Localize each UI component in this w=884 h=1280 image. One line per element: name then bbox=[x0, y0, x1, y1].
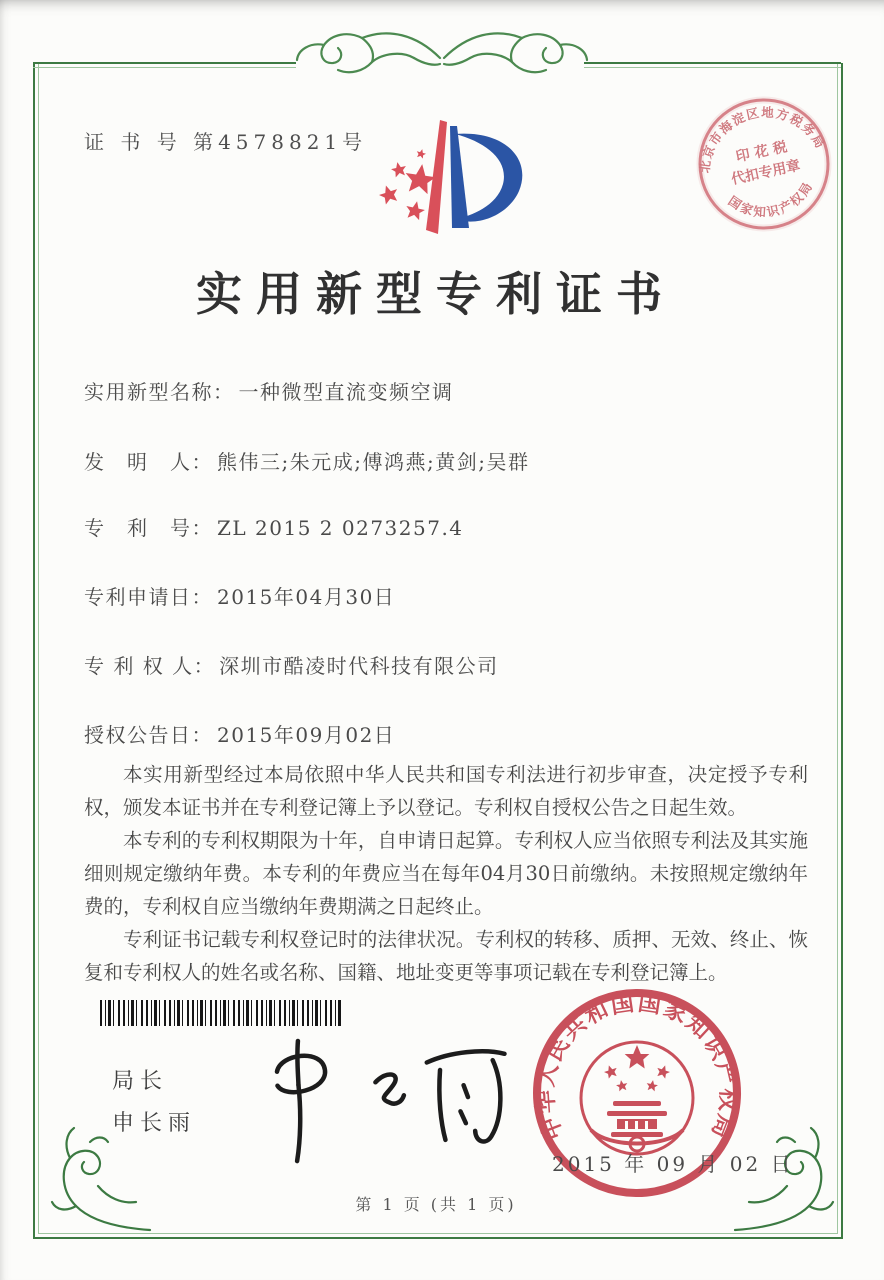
paragraph-register-statement: 专利证书记载专利权登记时的法律状况。专利权的转移、质押、无效、终止、恢复和专利权人的姓名或名称、国籍、地址变更等事项记载在专利登记簿上。 bbox=[84, 928, 808, 984]
commissioner-name: 申长雨 bbox=[112, 1111, 197, 1136]
paragraph-grant-statement: 本实用新型经过本局依照中华人民共和国专利法进行初步审查，决定授予专利权，颁发本证书并在专利登记簿上予以登记。专利权自授权公告之日起生效。 bbox=[84, 763, 808, 819]
field-patentee bbox=[84, 650, 499, 679]
certificate-number: 证 书 号 第4578821号 bbox=[84, 130, 368, 154]
field-value: 2015年04月30日 bbox=[217, 585, 396, 609]
field-label: 专 利 权 人： bbox=[84, 654, 216, 678]
page-number: 第 1 页 (共 1 页) bbox=[355, 1195, 517, 1214]
field-label: 发 明 人： bbox=[84, 450, 213, 474]
field-value: 2015年09月02日 bbox=[217, 723, 396, 747]
china-national-emblem-icon bbox=[581, 1042, 693, 1154]
field-label: 授权公告日： bbox=[84, 723, 213, 747]
seal-ring-text: 中华人民共和国国家知识产权局 bbox=[531, 988, 743, 1144]
field-label: 实用新型名称： bbox=[84, 380, 235, 404]
stamp-top-arc-text: 北京市海淀区地方税务局 bbox=[696, 104, 829, 174]
field-grant-date bbox=[84, 719, 395, 748]
barcode bbox=[100, 1000, 343, 1026]
paragraph-term-and-fees: 本专利的专利权期限为十年，自申请日起算。专利权人应当依照专利法及其实施细则规定缴纳年费。本专利的年费应当在每年04月30日前缴纳。未按照规定缴纳年费的，专利权自应当缴纳年费期满之日起终止。 bbox=[84, 829, 808, 918]
seal-date: 2015 年 09 月 02 日 bbox=[552, 1152, 794, 1176]
tax-office-stamp bbox=[669, 69, 859, 259]
field-utility-model-name bbox=[84, 376, 454, 405]
field-patent-number bbox=[84, 512, 464, 541]
commissioner-signature-icon bbox=[236, 1025, 533, 1173]
certificate-title: 实用新型专利证书 bbox=[196, 267, 676, 321]
field-label: 专利申请日： bbox=[84, 585, 213, 609]
field-value: 熊伟三;朱元成;傅鸿燕;黄剑;吴群 bbox=[217, 450, 530, 474]
field-value: 深圳市酷凌时代科技有限公司 bbox=[219, 654, 499, 678]
field-value: ZL 2015 2 0273257.4 bbox=[217, 516, 464, 540]
field-inventors bbox=[84, 446, 529, 475]
commissioner-title: 局长 bbox=[112, 1069, 169, 1094]
field-label: 专 利 号： bbox=[84, 516, 213, 540]
stamp-center-line1: 印 花 税 bbox=[734, 139, 789, 166]
corner-flourish-icon bbox=[48, 1124, 152, 1236]
field-filing-date bbox=[84, 581, 395, 610]
legal-text-block bbox=[84, 758, 808, 989]
stamp-center-line2: 代扣专用章 bbox=[729, 157, 802, 188]
cnipa-patent-logo-icon bbox=[352, 108, 552, 248]
stamp-bottom-arc-text: 国家知识产权局 bbox=[725, 178, 816, 220]
field-value: 一种微型直流变频空调 bbox=[238, 380, 454, 404]
top-scrollwork-ornament-icon bbox=[242, 20, 642, 94]
